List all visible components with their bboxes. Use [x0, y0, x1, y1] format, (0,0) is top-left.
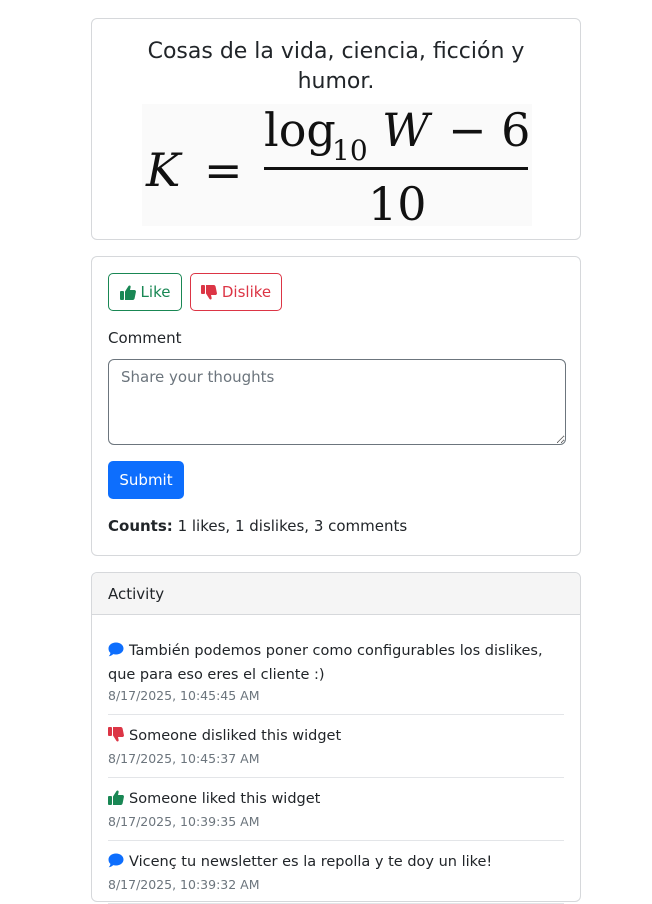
formula-lhs: K	[146, 143, 181, 197]
fraction-bar	[264, 167, 528, 170]
dislike-label: Dislike	[221, 283, 272, 301]
comment-icon	[108, 642, 124, 664]
activity-header: Activity	[92, 573, 580, 615]
counts-text: 1 likes, 1 dislikes, 3 comments	[177, 517, 408, 535]
activity-text: Vicenç tu newsletter es la repolla y te doy un like!	[129, 854, 493, 870]
formula-image	[142, 103, 532, 231]
formula-rest: − 6	[448, 103, 531, 157]
activity-timestamp: 8/17/2025, 10:45:45 AM	[108, 688, 260, 703]
thumbs-down-icon	[201, 285, 217, 300]
activity-card	[91, 572, 581, 902]
submit-button[interactable]: Submit	[108, 461, 184, 499]
activity-item	[108, 715, 564, 778]
activity-item	[108, 615, 564, 715]
feedback-card	[91, 256, 581, 556]
dislike-button[interactable]	[190, 273, 282, 311]
activity-item	[108, 841, 564, 904]
activity-timestamp: 8/17/2025, 10:39:35 AM	[108, 814, 260, 829]
formula-log-base: 10	[332, 134, 368, 167]
comment-textarea[interactable]	[108, 359, 566, 445]
counts-summary	[108, 517, 407, 535]
formula-equals: =	[204, 143, 243, 197]
activity-timestamp: 8/17/2025, 10:39:32 AM	[108, 877, 260, 892]
like-label: Like	[140, 283, 171, 301]
like-button[interactable]	[108, 273, 182, 311]
thumbs-up-icon	[120, 285, 136, 300]
header-card	[91, 18, 581, 240]
activity-text: Someone disliked this widget	[129, 728, 342, 744]
comment-label: Comment	[108, 329, 182, 347]
page-title: Cosas de la vida, ciencia, ficción y humor.	[147, 39, 525, 94]
formula-denominator: 10	[368, 177, 427, 231]
activity-timestamp: 8/17/2025, 10:45:37 AM	[108, 751, 260, 766]
comment-icon	[108, 853, 124, 875]
formula-log: log	[264, 103, 336, 157]
activity-text: Someone liked this widget	[129, 791, 321, 807]
formula-var: W	[382, 103, 430, 157]
counts-label: Counts:	[108, 517, 173, 535]
activity-list	[92, 615, 580, 904]
thumbs-down-icon	[108, 727, 124, 749]
activity-text: También podemos poner como configurables los dislikes, que para eso eres el cliente :)	[108, 643, 543, 683]
activity-item	[108, 778, 564, 841]
thumbs-up-icon	[108, 790, 124, 812]
